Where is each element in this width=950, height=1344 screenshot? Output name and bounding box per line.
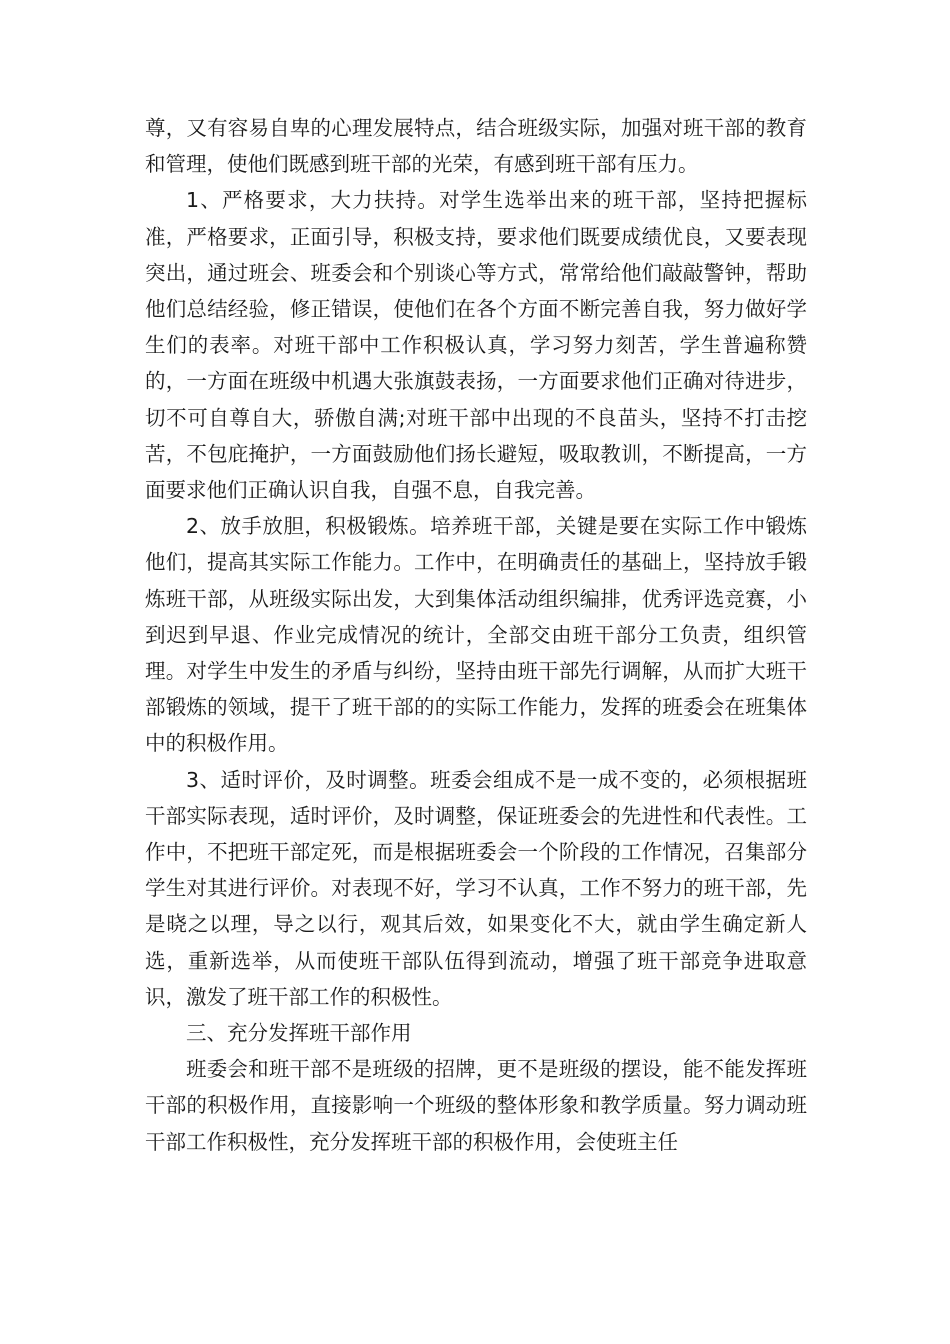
paragraph-bold-training: 2、放手放胆，积极锻炼。培养班干部，关键是要在实际工作中锻炼他们，提高其实际工作能力。工作中，在明确责任的基础上，坚持放手锻炼班干部，从班级实际出发，大到集体活动组织编排，优秀评选竞赛，小到迟到早退、作业完成情况的统计，全部交由班干部分工负责，组织管理。对学生中发生的矛盾与纠纷，坚持由班干部先行调解，从而扩大班干部锻炼的领域，提干了班干部的的实际工作能力，发挥的班委会在班集体中的积极作用。 xyxy=(145,514,807,756)
paragraph-strict-requirements: 1、严格要求，大力扶持。对学生选举出来的班干部，坚持把握标准，严格要求，正面引导，积极支持，要求他们既要成绩优良，又要表现突出，通过班会、班委会和个别谈心等方式，常常给他们敲敲警钟，帮助他们总结经验，修正错误，使他们在各个方面不断完善自我，努力做好学生们的表率。对班干部中工作积极认真，学习努力刻苦，学生普遍称赞的，一方面在班级中机遇大张旗鼓表扬，一方面要求他们正确对待进步，切不可自尊自大，骄傲自满;对班干部中出现的不良苗头，坚持不打击挖苦，不包庇掩护，一方面鼓励他们扬长避短，吸取教训，不断提高，一方面要求他们正确认识自我，自强不息，自我完善。 xyxy=(145,188,807,503)
document-body xyxy=(145,110,807,1160)
section-heading: 三、充分发挥班干部作用 xyxy=(186,1021,412,1046)
paragraph-continuation: 尊，又有容易自卑的心理发展特点，结合班级实际，加强对班干部的教育和管理，使他们既感到班干部的光荣，有感到班干部有压力。 xyxy=(145,116,807,177)
paragraph-committee-role: 班委会和班干部不是班级的招牌，更不是班级的摆设，能不能发挥班干部的积极作用，直接影响一个班级的整体形象和教学质量。努力调动班干部工作积极性，充分发挥班干部的积极作用，会使班主任 xyxy=(145,1057,807,1154)
paragraph-timely-evaluation: 3、适时评价，及时调整。班委会组成不是一成不变的，必须根据班干部实际表现，适时评价，及时调整，保证班委会的先进性和代表性。工作中，不把班干部定死，而是根据班委会一个阶段的工作情况，召集部分学生对其进行评价。对表现不好，学习不认真，工作不努力的班干部，先是晓之以理，导之以行，观其后效，如果变化不大，就由学生确定新人选，重新选举，从而使班干部队伍得到流动，增强了班干部竞争进取意识，激发了班干部工作的积极性。 xyxy=(145,767,807,1009)
